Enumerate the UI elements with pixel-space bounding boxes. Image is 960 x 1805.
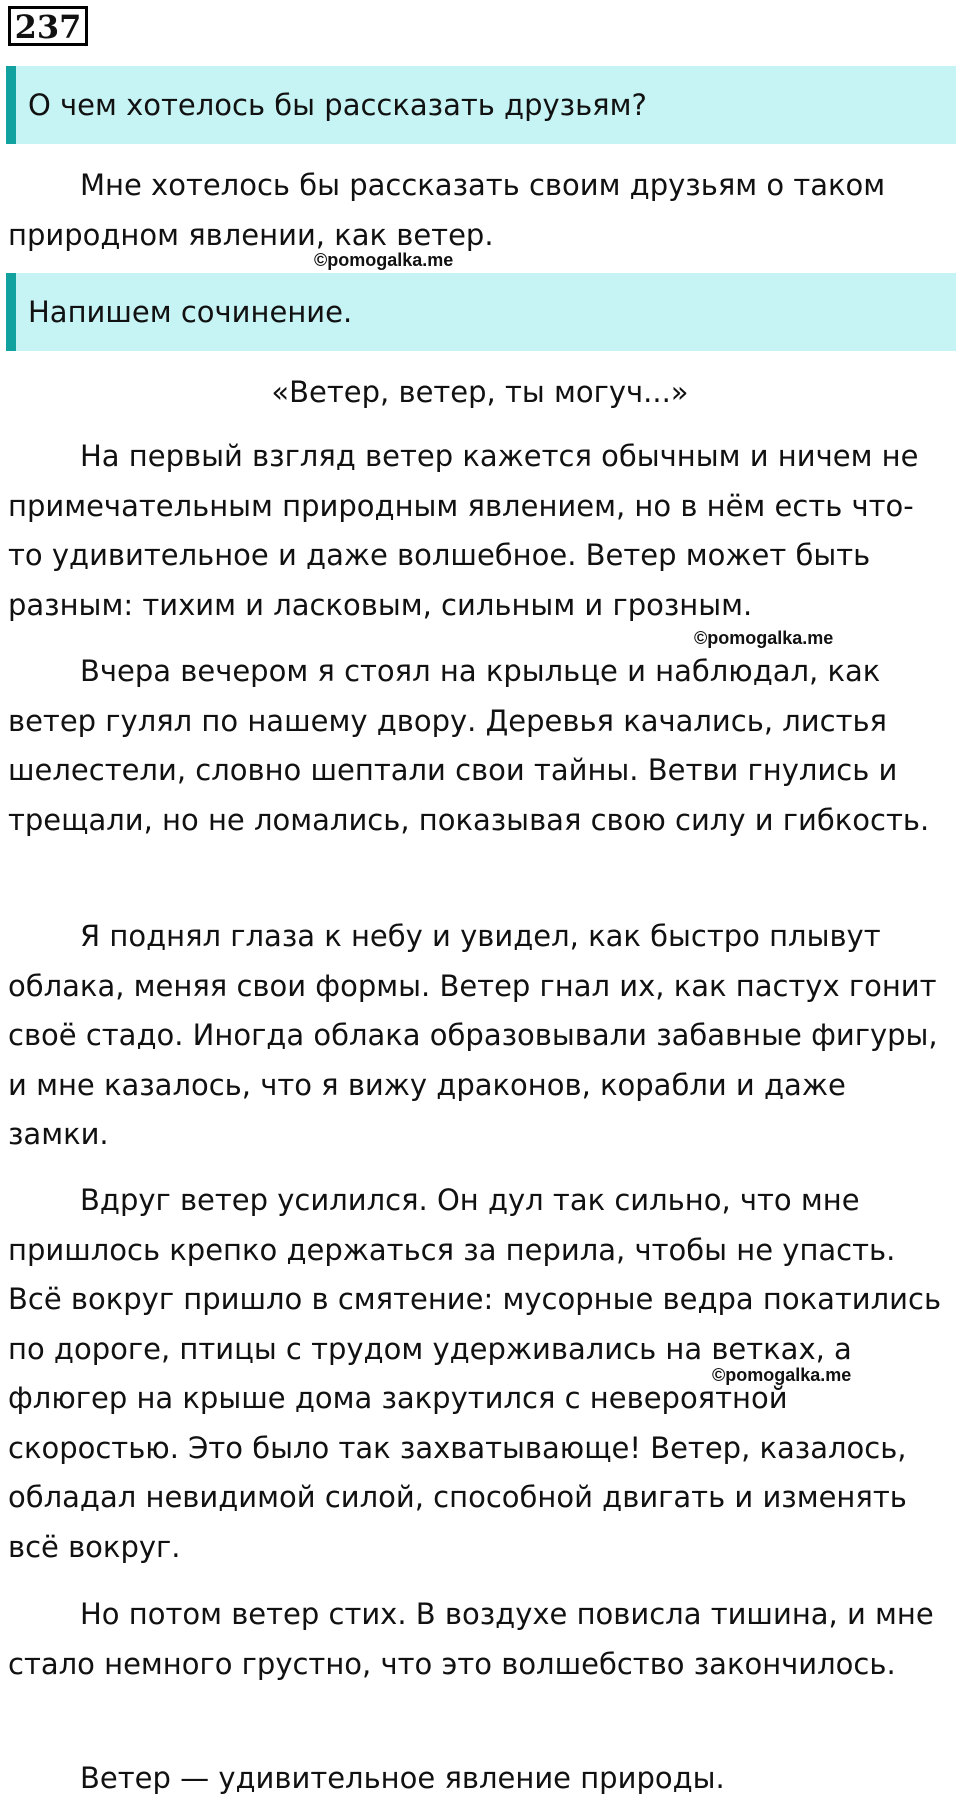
essay-paragraph (8, 647, 948, 845)
essay-paragraph-text: Вдруг ветер усилился. Он дул так сильно, что мне пришлось крепко держаться за перила, чтобы не упасть. Всё вокруг пришло в смятение: мусорные ведра покатились по дороге, птицы с трудом удерживались на ветках, а флюгер на крыше дома закрутился с невероятной скоростью. Это было так захватывающе! Ветер, казалось, обладал невидимой силой, способной двигать и изменять всё вокруг. (8, 1183, 942, 1564)
watermark: ©pomogalka.me (314, 250, 454, 270)
question-text: Напишем сочинение. (28, 295, 353, 329)
essay-paragraph (8, 432, 948, 630)
essay-paragraph-text: Я поднял глаза к небу и увидел, как быстро плывут облака, меняя свои формы. Ветер гнал их, как пастух гонит своё стадо. Иногда облака образовывали забавные фигуры, и мне казалось, что я вижу драконов, корабли и даже замки. (8, 919, 938, 1151)
watermark: ©pomogalka.me (694, 628, 834, 648)
question-bar-essay (6, 273, 956, 351)
essay-paragraph-text: Но потом ветер стих. В воздухе повисла тишина, и мне стало немного грустно, что это волшебство закончилось. (8, 1597, 934, 1681)
watermark: ©pomogalka.me (712, 1365, 852, 1385)
question-text: О чем хотелось бы рассказать друзьям? (28, 88, 647, 122)
question-bar-friends (6, 66, 956, 144)
essay-paragraph-text: На первый взгляд ветер кажется обычным и ничем не примечательным природным явлением, но в нём есть что-то удивительное и даже волшебное. Ветер может быть разным: тихим и ласковым, сильным и грозным. (8, 439, 919, 622)
essay-title: «Ветер, ветер, ты могуч...» (271, 375, 689, 409)
essay-paragraph (8, 1590, 948, 1689)
essay-paragraph-text: Вчера вечером я стоял на крыльце и наблюдал, как ветер гулял по нашему двору. Деревья качались, листья шелестели, словно шептали свои тайны. Ветви гнулись и трещали, но не ломались, показывая свою силу и гибкость. (8, 654, 930, 837)
answer-text: Мне хотелось бы рассказать своим друзьям о таком природном явлении, как ветер. (8, 168, 886, 252)
essay-paragraph (8, 912, 948, 1160)
essay-paragraph (8, 1754, 948, 1804)
task-number-badge: 237 (8, 6, 88, 46)
answer-paragraph (8, 161, 948, 260)
essay-paragraph-text: Ветер — удивительное явление природы. (80, 1761, 725, 1795)
